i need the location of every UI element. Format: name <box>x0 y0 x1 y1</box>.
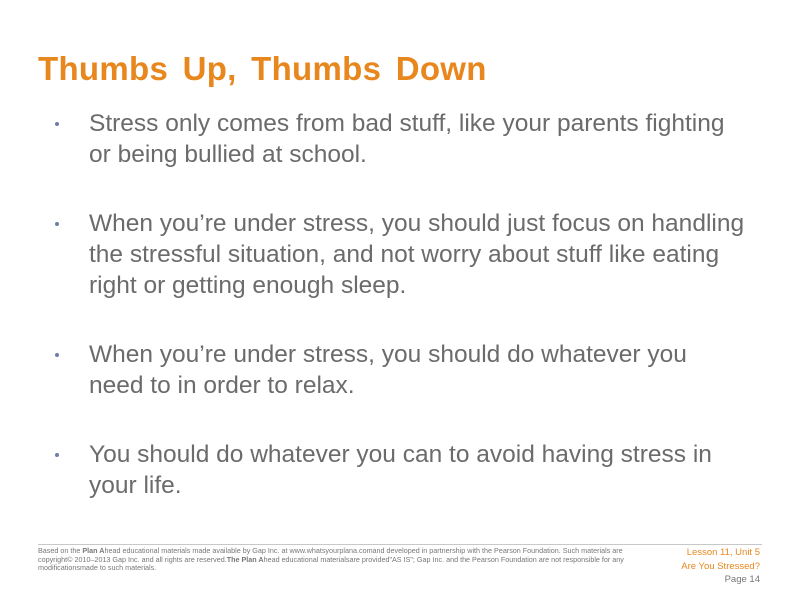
bullet-item <box>55 339 745 401</box>
bullet-item <box>55 108 745 170</box>
credit-text: head educational materialsare provided"AS IS"; Gap Inc. and the Pearson Foundation are not responsible for any modificationsmade to such materials. <box>38 554 624 573</box>
lesson-label: Lesson 11, Unit 5 <box>686 547 760 558</box>
bullet-text: When you’re under stress, you should do whatever you need to in order to relax. <box>89 341 687 399</box>
bullet-text: When you’re under stress, you should just focus on handling the stressful situation, and not worry about stuff like eating right or getting enough sleep. <box>89 210 745 299</box>
credit-bold-text: The Plan A <box>226 554 264 564</box>
bullet-item <box>55 208 745 301</box>
bullet-icon <box>55 222 59 226</box>
credit-text: head educational materials made available by Gap Inc. at www.whatsyourplana.comand developed in partnership with the Pearson Foundation. Such materials are copyright© 2010–2013 Gap Inc. and all rights are reserved. <box>38 546 623 564</box>
footer-lesson-info <box>681 546 760 573</box>
bullet-item <box>55 439 745 501</box>
slide-title: Thumbs Up, Thumbs Down <box>38 50 487 87</box>
bullet-text: You should do whatever you can to avoid having stress in your life. <box>89 441 712 499</box>
bullet-icon <box>55 453 59 457</box>
credit-text: Based on the <box>38 546 83 555</box>
footer-credit <box>38 547 658 573</box>
bullet-icon <box>55 122 59 126</box>
credit-bold-text: Plan A <box>82 546 105 555</box>
unit-title: Are You Stressed? <box>681 560 760 572</box>
bullet-list <box>55 108 745 501</box>
bullet-text: Stress only comes from bad stuff, like your parents fighting or being bullied at school. <box>89 110 725 168</box>
bullet-icon <box>55 353 59 357</box>
page-number: Page 14 <box>724 574 760 585</box>
footer-divider <box>38 544 762 545</box>
